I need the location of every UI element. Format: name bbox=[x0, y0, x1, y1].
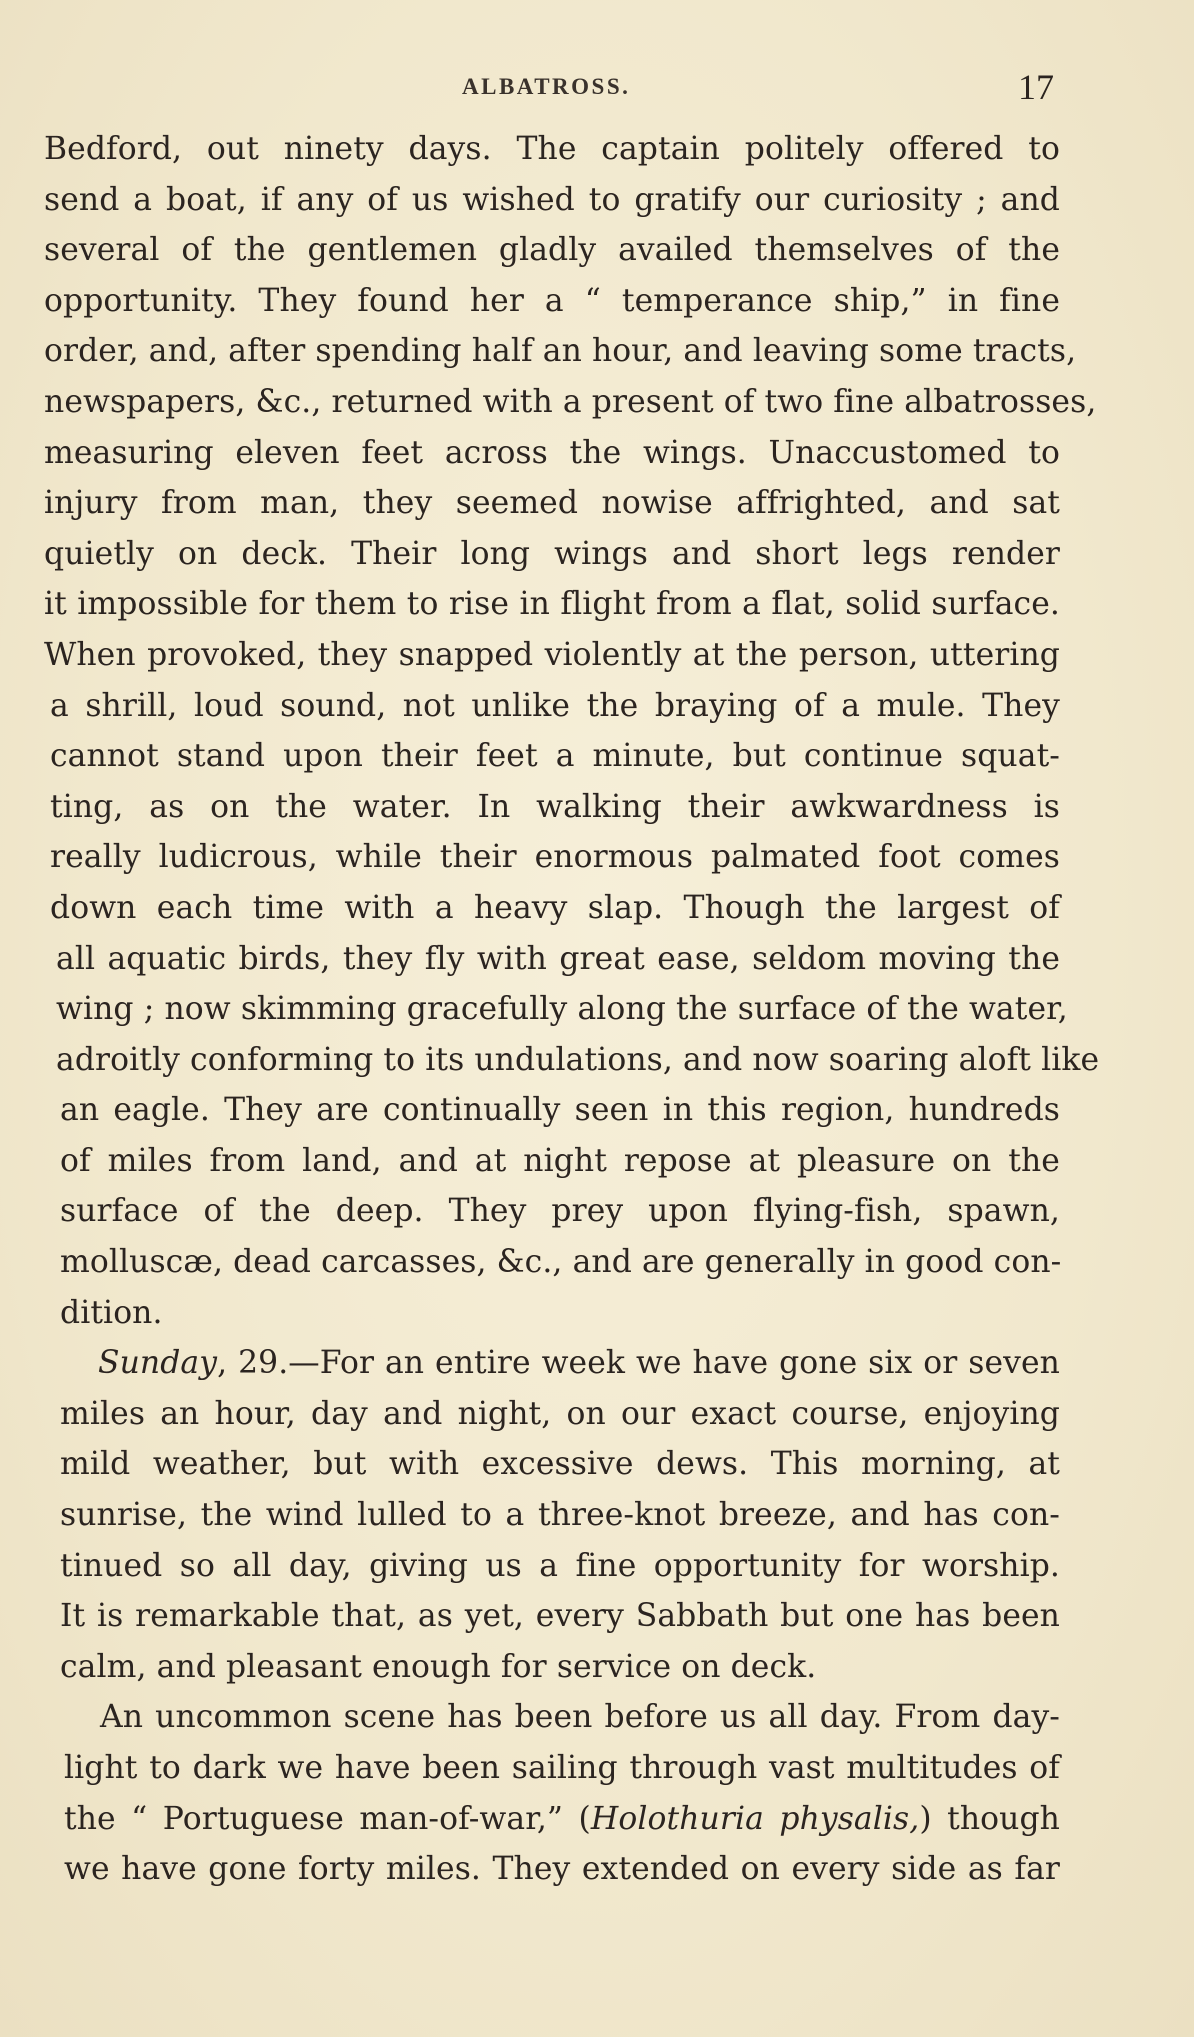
text-line bbox=[44, 1794, 1060, 1845]
text-line: send a boat, if any of us wished to gratify our curiosity ; and bbox=[44, 181, 1060, 218]
text-line: mild weather, but with excessive dews. This morning, at bbox=[60, 1446, 1060, 1483]
text-line: quietly on deck. Their long wings and short legs render bbox=[44, 535, 1060, 572]
text-line: really ludicrous, while their enormous palmated foot comes bbox=[50, 839, 1060, 876]
text-line: surface of the deep. They prey upon flying-fish, spawn, bbox=[60, 1193, 1060, 1230]
text-span: the “ Portuguese man-of-war,” ( bbox=[64, 1800, 591, 1837]
text-line: sunrise, the wind lulled to a three-knot breeze, and has con- bbox=[60, 1497, 1060, 1534]
text-line bbox=[44, 1338, 1060, 1389]
text-line: An uncommon scene has been before us all day. From day- bbox=[100, 1699, 1060, 1736]
text-line: miles an hour, day and night, on our exact course, enjoying bbox=[60, 1395, 1060, 1432]
text-line: adroitly conforming to its undulations, and now soaring aloft like bbox=[56, 1041, 1100, 1078]
text-line: all aquatic birds, they fly with great ease, seldom moving the bbox=[56, 940, 1060, 977]
text-span: ) though bbox=[919, 1800, 1060, 1837]
text-line: cannot stand upon their feet a minute, but continue squat- bbox=[50, 738, 1060, 775]
text-line: When provoked, they snapped violently at the person, uttering bbox=[44, 636, 1060, 673]
text-line: it impossible for them to rise in flight from a flat, solid surface. bbox=[44, 586, 1060, 623]
body-text bbox=[44, 124, 1100, 1895]
text-line: opportunity. They found her a “ temperance ship,” in fine bbox=[44, 282, 1060, 319]
text-line: light to dark we have been sailing through vast multitudes of bbox=[64, 1750, 1060, 1786]
date-sunday: Sunday bbox=[98, 1345, 218, 1382]
text-line: measuring eleven feet across the wings. Unaccustomed to bbox=[44, 434, 1060, 471]
text-span: , 29.—For an entire week we have gone six or seven bbox=[217, 1345, 1060, 1382]
text-line: we have gone forty miles. They extended on every side as far bbox=[64, 1851, 1060, 1888]
text-line: calm, and pleasant enough for service on deck. bbox=[60, 1648, 817, 1685]
text-line: tinued so all day, giving us a fine opportunity for worship. bbox=[60, 1547, 1060, 1584]
text-line: wing ; now skimming gracefully along the surface of the water, bbox=[56, 991, 1068, 1028]
text-line: of miles from land, and at night repose at pleasure on the bbox=[60, 1142, 1060, 1179]
text-line: down each time with a heavy slap. Though the largest of bbox=[50, 889, 1060, 926]
text-line: It is remarkable that, as yet, every Sabbath but one has been bbox=[60, 1598, 1060, 1635]
species-name: Holothuria physalis, bbox=[590, 1800, 920, 1837]
text-line: several of the gentlemen gladly availed themselves of the bbox=[44, 232, 1060, 269]
running-title: ALBATROSS. bbox=[462, 74, 631, 99]
text-line: dition. bbox=[60, 1294, 163, 1331]
text-line: ting, as on the water. In walking their awkwardness is bbox=[50, 788, 1060, 825]
text-line: Bedford, out ninety days. The captain politely offered to bbox=[44, 131, 1060, 167]
text-line: newspapers, &c., returned with a present of two fine albatrosses, bbox=[44, 383, 1097, 420]
text-line: an eagle. They are continually seen in this region, hundreds bbox=[60, 1092, 1060, 1129]
text-line: molluscæ, dead carcasses, &c., and are generally in good con- bbox=[60, 1244, 1062, 1281]
page-number: 17 bbox=[1018, 67, 1054, 107]
text-line: a shrill, loud sound, not unlike the braying of a mule. They bbox=[50, 687, 1060, 724]
text-line: injury from man, they seemed nowise affrighted, and sat bbox=[44, 485, 1060, 522]
running-header bbox=[0, 66, 1194, 106]
text-line: order, and, after spending half an hour, and leaving some tracts, bbox=[44, 333, 1077, 370]
